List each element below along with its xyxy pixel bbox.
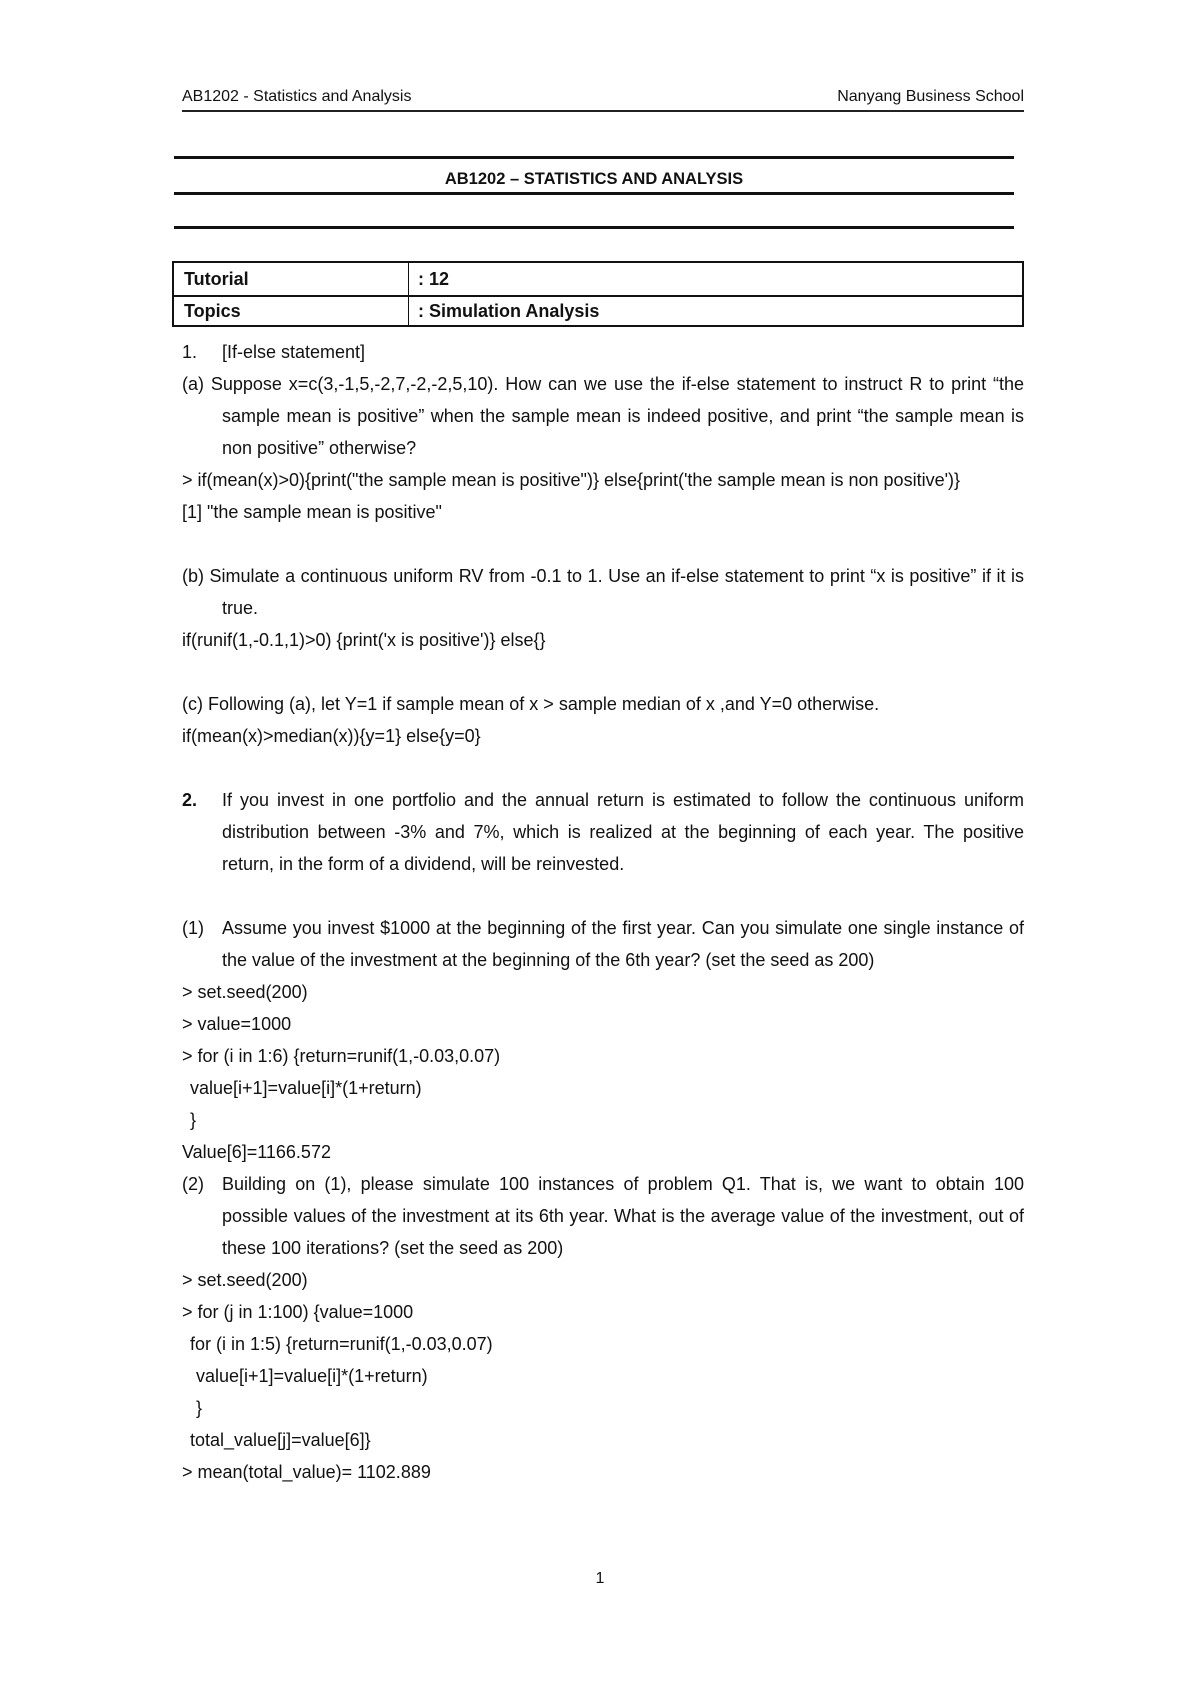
title-rule-middle [174, 192, 1014, 195]
code-line: > for (i in 1:6) {return=runif(1,-0.03,0.07) [182, 1046, 501, 1066]
q1b-question: (b) Simulate a continuous uniform RV from -0.1 to 1. Use an if-else statement to print “x is positive” if it is true. [182, 566, 1024, 618]
question-2-text: If you invest in one portfolio and the annual return is estimated to follow the continuous uniform distribution between -3% and 7%, which is realized at the beginning of each year. The positive return, in the form of a dividend, will be reinvested. [222, 790, 1024, 874]
header-school: Nanyang Business School [837, 88, 1024, 105]
question-2-number: 2. [182, 790, 198, 810]
tutorial-label: Tutorial [184, 269, 249, 289]
tutorial-value: : 12 [418, 269, 450, 289]
topics-label: Topics [184, 301, 241, 321]
q2-part-2-text: Building on (1), please simulate 100 instances of problem Q1. That is, we want to obtain 100 possible values of the investment at its 6th year. What is the average value of the investment, out of these 100 iterations? (set the seed as 200) [222, 1174, 1024, 1258]
code-line: } [196, 1398, 203, 1418]
q1a-code: > if(mean(x)>0){print("the sample mean is positive")} else{print('the sample mean is non positive')} [182, 470, 961, 490]
code-result: > mean(total_value)= 1102.889 [182, 1462, 431, 1482]
column-divider [408, 263, 409, 295]
question-1-heading [182, 336, 1024, 368]
q2-part-1-number: (1) [182, 918, 204, 938]
q2-part-1-text: Assume you invest $1000 at the beginning of the first year. Can you simulate one single instance of the value of the investment at the beginning of the 6th year? (set the seed as 200) [222, 918, 1024, 970]
code-line: for (i in 1:5) {return=runif(1,-0.03,0.07) [190, 1334, 493, 1354]
topic-row-topics [174, 295, 1022, 327]
code-line: > set.seed(200) [182, 1270, 308, 1290]
code-line: value[i+1]=value[i]*(1+return) [190, 1078, 422, 1098]
q1c-code: if(mean(x)>median(x)){y=1} else{y=0} [182, 726, 481, 746]
code-line: } [190, 1110, 197, 1130]
code-line: > for (j in 1:100) {value=1000 [182, 1302, 414, 1322]
header-course: AB1202 - Statistics and Analysis [182, 88, 412, 105]
column-divider [408, 295, 409, 327]
spacer [182, 656, 1024, 688]
header-rule [182, 110, 1024, 112]
q1c-question: (c) Following (a), let Y=1 if sample mean of x > sample median of x ,and Y=0 otherwise. [182, 694, 880, 714]
question-1-number: 1. [182, 342, 198, 362]
q2-part-2-number: (2) [182, 1174, 204, 1194]
q2-part-1 [182, 912, 1024, 976]
code-line: > value=1000 [182, 1014, 292, 1034]
q1a-question: (a) Suppose x=c(3,-1,5,-2,7,-2,-2,5,10). How can we use the if-else statement to instruct R to print “the sample mean is positive” when the sample mean is indeed positive, and print “the sample mean is non positive” otherwise? [182, 374, 1024, 458]
topic-row-tutorial [174, 263, 1022, 297]
title-rule-bottom [174, 226, 1014, 229]
question-1-title: [If-else statement] [222, 342, 366, 362]
topic-table [172, 261, 1024, 327]
code-line: total_value[j]=value[6]} [190, 1430, 371, 1450]
q1a-output: [1] "the sample mean is positive" [182, 502, 442, 522]
q1b-code: if(runif(1,-0.1,1)>0) {print('x is positive')} else{} [182, 630, 546, 650]
spacer [182, 880, 1024, 912]
code-line: > set.seed(200) [182, 982, 308, 1002]
document-title: AB1202 – STATISTICS AND ANALYSIS [444, 170, 744, 188]
topics-value: : Simulation Analysis [418, 301, 600, 321]
question-2 [182, 784, 1024, 880]
code-result: Value[6]=1166.572 [182, 1142, 331, 1162]
page-number: 1 [595, 1570, 605, 1587]
spacer [182, 752, 1024, 784]
tutorial-content [182, 336, 1024, 1488]
code-line: value[i+1]=value[i]*(1+return) [196, 1366, 428, 1386]
title-rule-top [174, 156, 1014, 159]
spacer [182, 528, 1024, 560]
q2-part-2 [182, 1168, 1024, 1264]
